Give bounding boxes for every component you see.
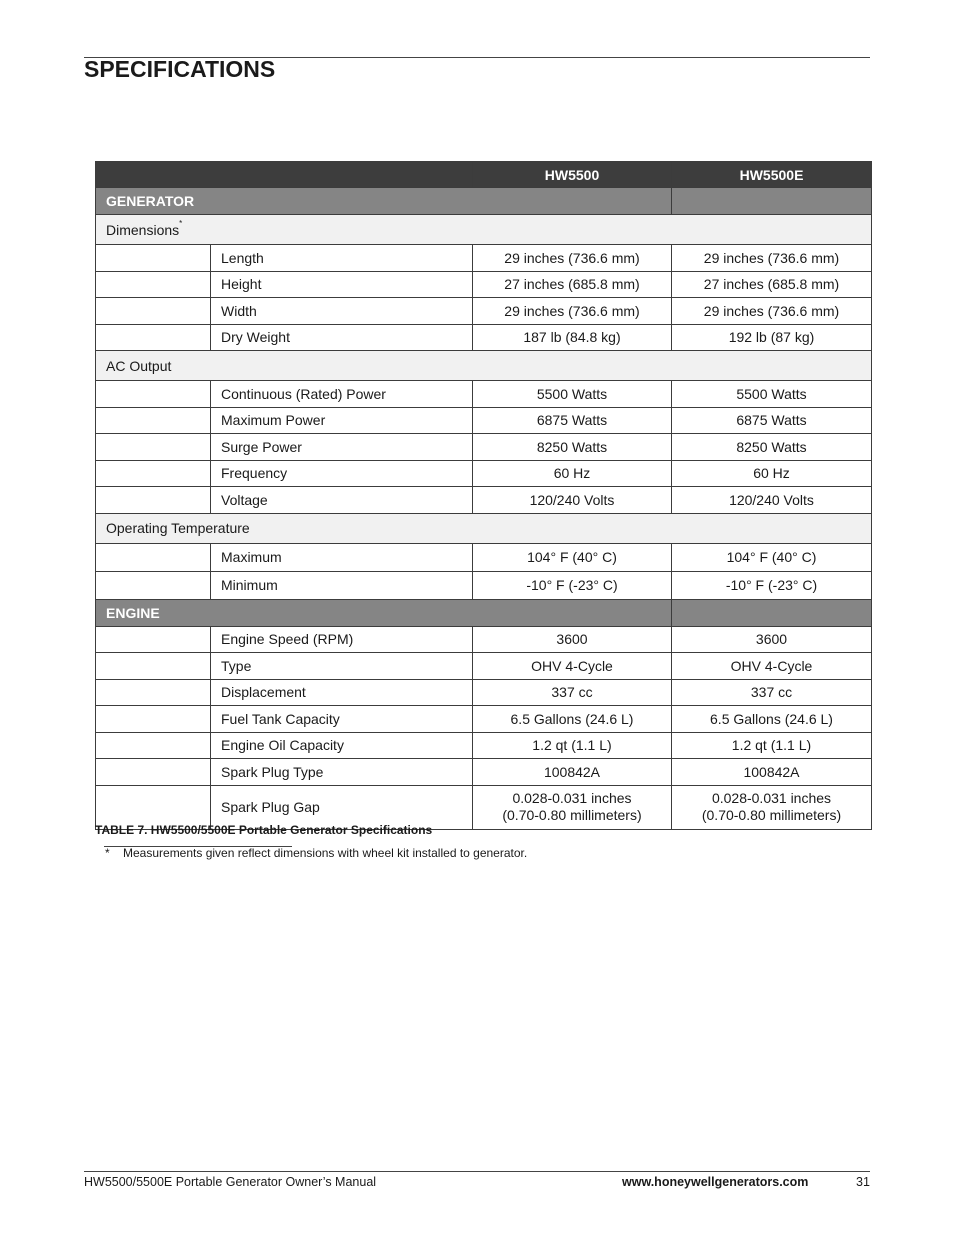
row-value-hw5500: 29 inches (736.6 mm)	[473, 298, 672, 325]
group-label-ac-output: AC Output	[96, 351, 872, 381]
footnote-mark: *	[105, 846, 110, 860]
row-value-hw5500e: 104° F (40° C)	[672, 543, 872, 571]
row-value-hw5500: -10° F (-23° C)	[473, 571, 672, 599]
header-blank-cell	[96, 162, 473, 188]
row-value-hw5500: 3600	[473, 626, 672, 653]
row-value-hw5500: 8250 Watts	[473, 434, 672, 461]
footnote-marker: *	[179, 218, 183, 228]
row-value-hw5500e: 27 inches (685.8 mm)	[672, 271, 872, 298]
group-label-dimensions	[96, 215, 872, 245]
row-value-hw5500: 27 inches (685.8 mm)	[473, 271, 672, 298]
row-label: Spark Plug Type	[211, 759, 473, 786]
row-label: Maximum	[211, 543, 473, 571]
footer-manual-title: HW5500/5500E Portable Generator Owner’s Manual	[84, 1175, 377, 1189]
page-title: SPECIFICATIONS	[84, 56, 276, 82]
row-value-hw5500e: 5500 Watts	[672, 381, 872, 408]
value-line: 0.028-0.031 inches	[711, 790, 832, 806]
row-value-hw5500: 5500 Watts	[473, 381, 672, 408]
footnote-text: Measurements given reflect dimensions with wheel kit installed to generator.	[123, 846, 528, 860]
table-row	[96, 460, 872, 487]
row-label: Type	[211, 653, 473, 680]
row-value-hw5500e: OHV 4-Cycle	[672, 653, 872, 680]
table-header-row	[96, 162, 872, 188]
row-label: Surge Power	[211, 434, 473, 461]
row-value-hw5500e: 3600	[672, 626, 872, 653]
table-row	[96, 732, 872, 759]
row-value-hw5500e: 6875 Watts	[672, 407, 872, 434]
row-value-hw5500: 1.2 qt (1.1 L)	[473, 732, 672, 759]
row-label: Width	[211, 298, 473, 325]
row-label: Engine Oil Capacity	[211, 732, 473, 759]
section-row-generator	[96, 188, 872, 215]
group-row-ac-output	[96, 351, 872, 381]
row-label: Displacement	[211, 679, 473, 706]
row-value-hw5500: 104° F (40° C)	[473, 543, 672, 571]
row-value-hw5500: 29 inches (736.6 mm)	[473, 245, 672, 272]
row-value-hw5500e: 29 inches (736.6 mm)	[672, 245, 872, 272]
row-label: Frequency	[211, 460, 473, 487]
row-label: Height	[211, 271, 473, 298]
row-value-hw5500: 120/240 Volts	[473, 487, 672, 514]
row-label: Spark Plug Gap	[211, 785, 473, 829]
group-label-operating-temperature: Operating Temperature	[96, 513, 872, 543]
row-label: Maximum Power	[211, 407, 473, 434]
row-value-hw5500e: 1.2 qt (1.1 L)	[672, 732, 872, 759]
table-row	[96, 679, 872, 706]
row-value-hw5500e: -10° F (-23° C)	[672, 571, 872, 599]
row-value-hw5500e: 192 lb (87 kg)	[672, 324, 872, 351]
section-blank-cell	[672, 599, 872, 626]
row-value-hw5500e: 60 Hz	[672, 460, 872, 487]
row-value-hw5500e: 6.5 Gallons (24.6 L)	[672, 706, 872, 733]
row-label: Dry Weight	[211, 324, 473, 351]
table-row	[96, 407, 872, 434]
table-row	[96, 434, 872, 461]
row-value-hw5500e: 29 inches (736.6 mm)	[672, 298, 872, 325]
row-value-hw5500: OHV 4-Cycle	[473, 653, 672, 680]
row-value-hw5500e: 100842A	[672, 759, 872, 786]
group-row-dimensions	[96, 215, 872, 245]
row-value-hw5500: 6875 Watts	[473, 407, 672, 434]
row-value-hw5500e: 8250 Watts	[672, 434, 872, 461]
table-row	[96, 245, 872, 272]
section-label-generator: GENERATOR	[96, 188, 672, 215]
table-row	[96, 298, 872, 325]
table-row	[96, 626, 872, 653]
table-caption: TABLE 7. HW5500/5500E Portable Generator Specifications	[95, 823, 433, 837]
value-line: (0.70-0.80 millimeters)	[701, 807, 842, 823]
table-row	[96, 653, 872, 680]
value-line: 0.028-0.031 inches	[512, 790, 632, 806]
row-value-hw5500e	[672, 785, 872, 829]
table-row	[96, 543, 872, 571]
row-label: Continuous (Rated) Power	[211, 381, 473, 408]
row-value-hw5500: 187 lb (84.8 kg)	[473, 324, 672, 351]
column-header-hw5500e: HW5500E	[672, 162, 872, 188]
table-row	[96, 324, 872, 351]
group-label-text: Dimensions	[106, 221, 180, 238]
row-value-hw5500e: 120/240 Volts	[672, 487, 872, 514]
row-label: Length	[211, 245, 473, 272]
section-blank-cell	[672, 188, 872, 215]
bottom-rule	[84, 1171, 870, 1172]
group-row-operating-temperature	[96, 513, 872, 543]
row-value-hw5500	[473, 785, 672, 829]
column-header-hw5500: HW5500	[473, 162, 672, 188]
row-value-hw5500: 60 Hz	[473, 460, 672, 487]
section-label-engine: ENGINE	[96, 599, 672, 626]
table-row	[96, 706, 872, 733]
table-row	[96, 487, 872, 514]
row-label: Fuel Tank Capacity	[211, 706, 473, 733]
row-label: Voltage	[211, 487, 473, 514]
table-row	[96, 571, 872, 599]
row-value-hw5500: 337 cc	[473, 679, 672, 706]
footnote	[105, 846, 527, 860]
table-row	[96, 271, 872, 298]
page-number: 31	[856, 1175, 870, 1189]
specifications-table	[95, 161, 872, 830]
table-row	[96, 381, 872, 408]
row-value-hw5500e: 337 cc	[672, 679, 872, 706]
row-value-hw5500: 100842A	[473, 759, 672, 786]
row-label: Minimum	[211, 571, 473, 599]
value-line: (0.70-0.80 millimeters)	[502, 807, 642, 823]
row-value-hw5500: 6.5 Gallons (24.6 L)	[473, 706, 672, 733]
section-row-engine	[96, 599, 872, 626]
table-row	[96, 759, 872, 786]
row-label: Engine Speed (RPM)	[211, 626, 473, 653]
footer-website-link[interactable]: www.honeywellgenerators.com	[622, 1175, 809, 1189]
